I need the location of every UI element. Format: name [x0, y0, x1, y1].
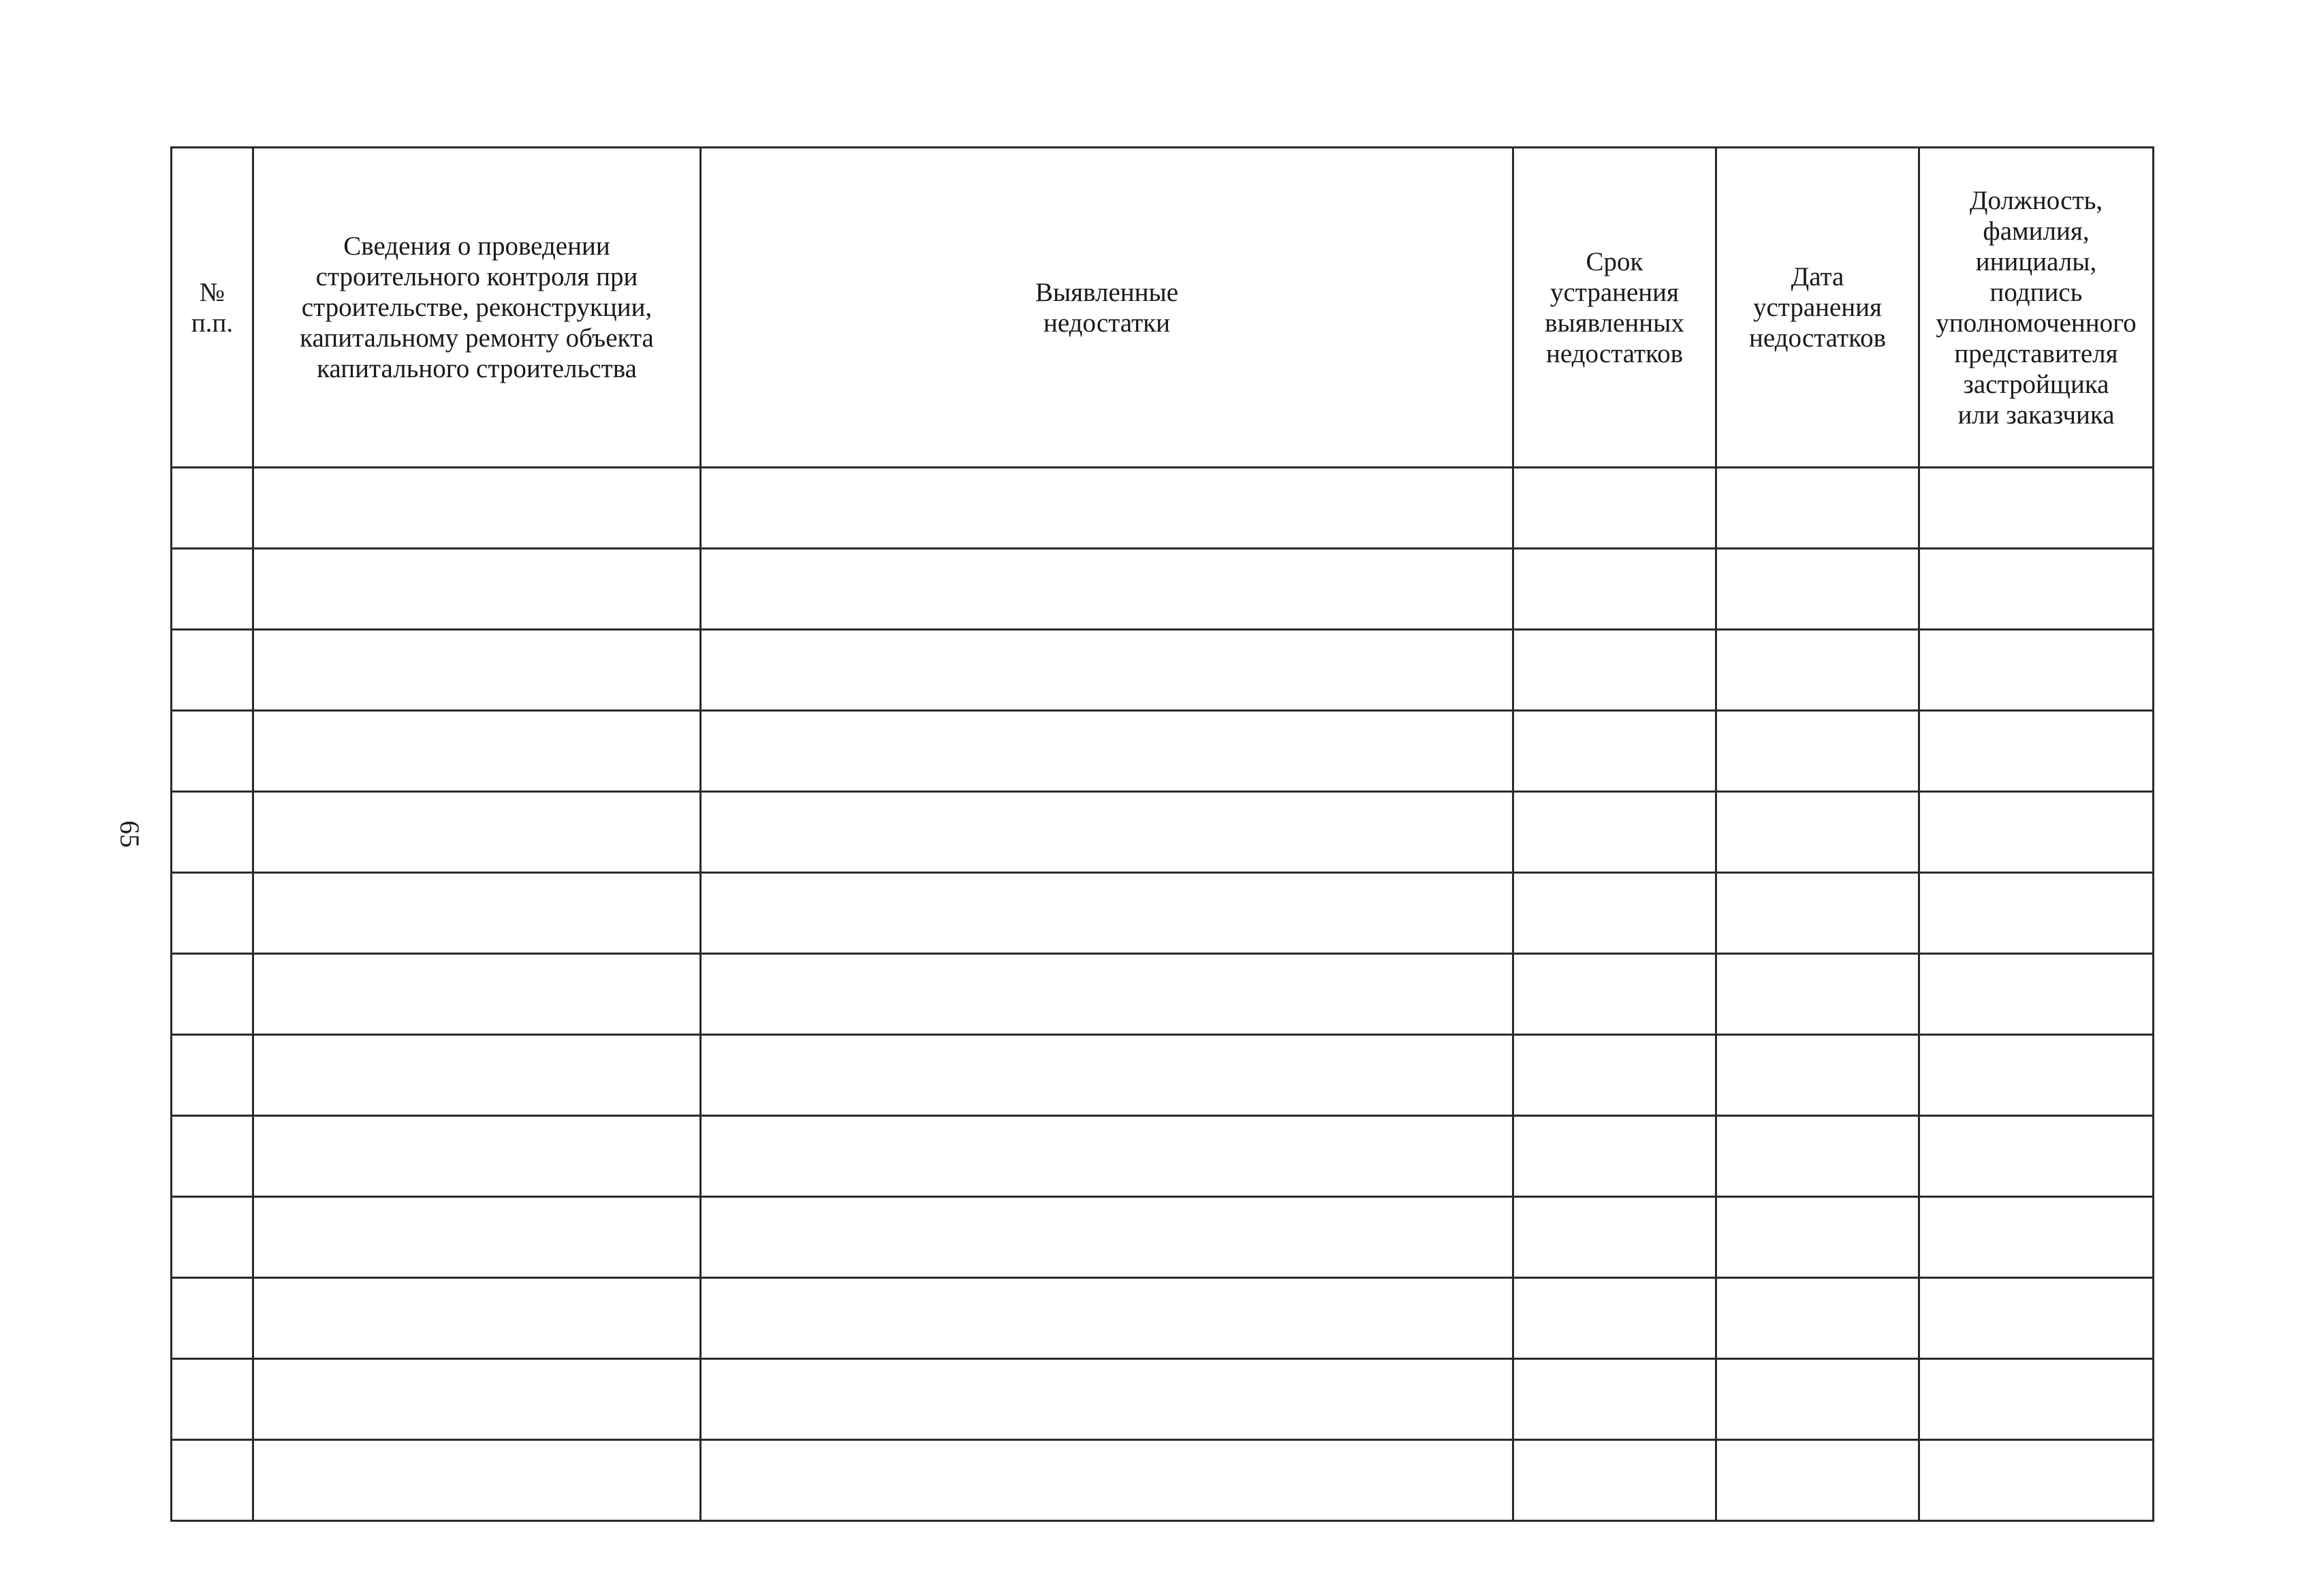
cell-control-info[interactable] [253, 1197, 701, 1278]
cell-deadline[interactable] [1513, 1035, 1716, 1116]
table-row [172, 1116, 2154, 1197]
header-cell-representative: Должность, фамилия, инициалы, подпись уполномоченного представителя застройщика или заказчика [1919, 148, 2154, 468]
header-cell-deadline: Срок устранения выявленных недостатков [1513, 148, 1716, 468]
cell-control-info[interactable] [253, 1116, 701, 1197]
table-row [172, 468, 2154, 549]
cell-number[interactable] [172, 1440, 253, 1521]
cell-number[interactable] [172, 549, 253, 630]
table-row [172, 1359, 2154, 1440]
cell-fix-date[interactable] [1716, 954, 1919, 1035]
cell-number[interactable] [172, 1116, 253, 1197]
cell-deadline[interactable] [1513, 1440, 1716, 1521]
cell-representative[interactable] [1919, 1440, 2154, 1521]
cell-fix-date[interactable] [1716, 711, 1919, 792]
cell-fix-date[interactable] [1716, 468, 1919, 549]
cell-number[interactable] [172, 711, 253, 792]
cell-control-info[interactable] [253, 711, 701, 792]
table-row [172, 630, 2154, 711]
header-cell-fix-date: Дата устранения недостатков [1716, 148, 1919, 468]
cell-fix-date[interactable] [1716, 1197, 1919, 1278]
cell-defects[interactable] [701, 873, 1513, 954]
cell-control-info[interactable] [253, 630, 701, 711]
cell-control-info[interactable] [253, 549, 701, 630]
cell-deadline[interactable] [1513, 792, 1716, 873]
cell-number[interactable] [172, 792, 253, 873]
cell-defects[interactable] [701, 1440, 1513, 1521]
cell-defects[interactable] [701, 468, 1513, 549]
cell-fix-date[interactable] [1716, 630, 1919, 711]
cell-representative[interactable] [1919, 1359, 2154, 1440]
cell-number[interactable] [172, 954, 253, 1035]
cell-control-info[interactable] [253, 954, 701, 1035]
defects-table [170, 146, 2154, 1522]
cell-fix-date[interactable] [1716, 873, 1919, 954]
cell-defects[interactable] [701, 711, 1513, 792]
cell-representative[interactable] [1919, 1278, 2154, 1359]
cell-fix-date[interactable] [1716, 1440, 1919, 1521]
cell-fix-date[interactable] [1716, 1116, 1919, 1197]
cell-fix-date[interactable] [1716, 1359, 1919, 1440]
cell-deadline[interactable] [1513, 954, 1716, 1035]
cell-number[interactable] [172, 1278, 253, 1359]
cell-defects[interactable] [701, 1278, 1513, 1359]
cell-defects[interactable] [701, 630, 1513, 711]
table-row [172, 954, 2154, 1035]
cell-defects[interactable] [701, 792, 1513, 873]
cell-representative[interactable] [1919, 1197, 2154, 1278]
table-row [172, 1197, 2154, 1278]
cell-defects[interactable] [701, 549, 1513, 630]
table-row [172, 1035, 2154, 1116]
cell-number[interactable] [172, 873, 253, 954]
cell-representative[interactable] [1919, 630, 2154, 711]
header-cell-number: № п.п. [172, 148, 253, 468]
header-row [172, 148, 2154, 468]
cell-representative[interactable] [1919, 1035, 2154, 1116]
header-cell-control-info: Сведения о проведении строительного контроля при строительстве, реконструкции, капитальному ремонту объекта капитального строительства [253, 148, 701, 468]
cell-representative[interactable] [1919, 792, 2154, 873]
cell-deadline[interactable] [1513, 1116, 1716, 1197]
cell-control-info[interactable] [253, 1035, 701, 1116]
table-header [172, 148, 2154, 468]
cell-deadline[interactable] [1513, 873, 1716, 954]
cell-deadline[interactable] [1513, 1197, 1716, 1278]
page-number: 65 [114, 820, 145, 848]
cell-representative[interactable] [1919, 954, 2154, 1035]
cell-representative[interactable] [1919, 1116, 2154, 1197]
table-row [172, 792, 2154, 873]
table-row [172, 873, 2154, 954]
cell-fix-date[interactable] [1716, 1035, 1919, 1116]
cell-defects[interactable] [701, 1197, 1513, 1278]
cell-deadline[interactable] [1513, 468, 1716, 549]
cell-control-info[interactable] [253, 873, 701, 954]
table-body [172, 468, 2154, 1521]
cell-fix-date[interactable] [1716, 792, 1919, 873]
header-cell-defects: Выявленные недостатки [701, 148, 1513, 468]
cell-fix-date[interactable] [1716, 549, 1919, 630]
cell-representative[interactable] [1919, 873, 2154, 954]
cell-deadline[interactable] [1513, 1359, 1716, 1440]
cell-defects[interactable] [701, 1359, 1513, 1440]
table-row [172, 549, 2154, 630]
cell-defects[interactable] [701, 1035, 1513, 1116]
cell-fix-date[interactable] [1716, 1278, 1919, 1359]
cell-deadline[interactable] [1513, 711, 1716, 792]
cell-control-info[interactable] [253, 1278, 701, 1359]
cell-number[interactable] [172, 468, 253, 549]
cell-control-info[interactable] [253, 1359, 701, 1440]
table-row [172, 1278, 2154, 1359]
cell-control-info[interactable] [253, 1440, 701, 1521]
cell-deadline[interactable] [1513, 549, 1716, 630]
cell-deadline[interactable] [1513, 1278, 1716, 1359]
cell-defects[interactable] [701, 954, 1513, 1035]
cell-number[interactable] [172, 1359, 253, 1440]
cell-control-info[interactable] [253, 468, 701, 549]
cell-number[interactable] [172, 1035, 253, 1116]
table-row [172, 1440, 2154, 1521]
cell-control-info[interactable] [253, 792, 701, 873]
cell-number[interactable] [172, 630, 253, 711]
cell-number[interactable] [172, 1197, 253, 1278]
cell-representative[interactable] [1919, 468, 2154, 549]
table-row [172, 711, 2154, 792]
cell-defects[interactable] [701, 1116, 1513, 1197]
cell-representative[interactable] [1919, 711, 2154, 792]
cell-representative[interactable] [1919, 549, 2154, 630]
cell-deadline[interactable] [1513, 630, 1716, 711]
